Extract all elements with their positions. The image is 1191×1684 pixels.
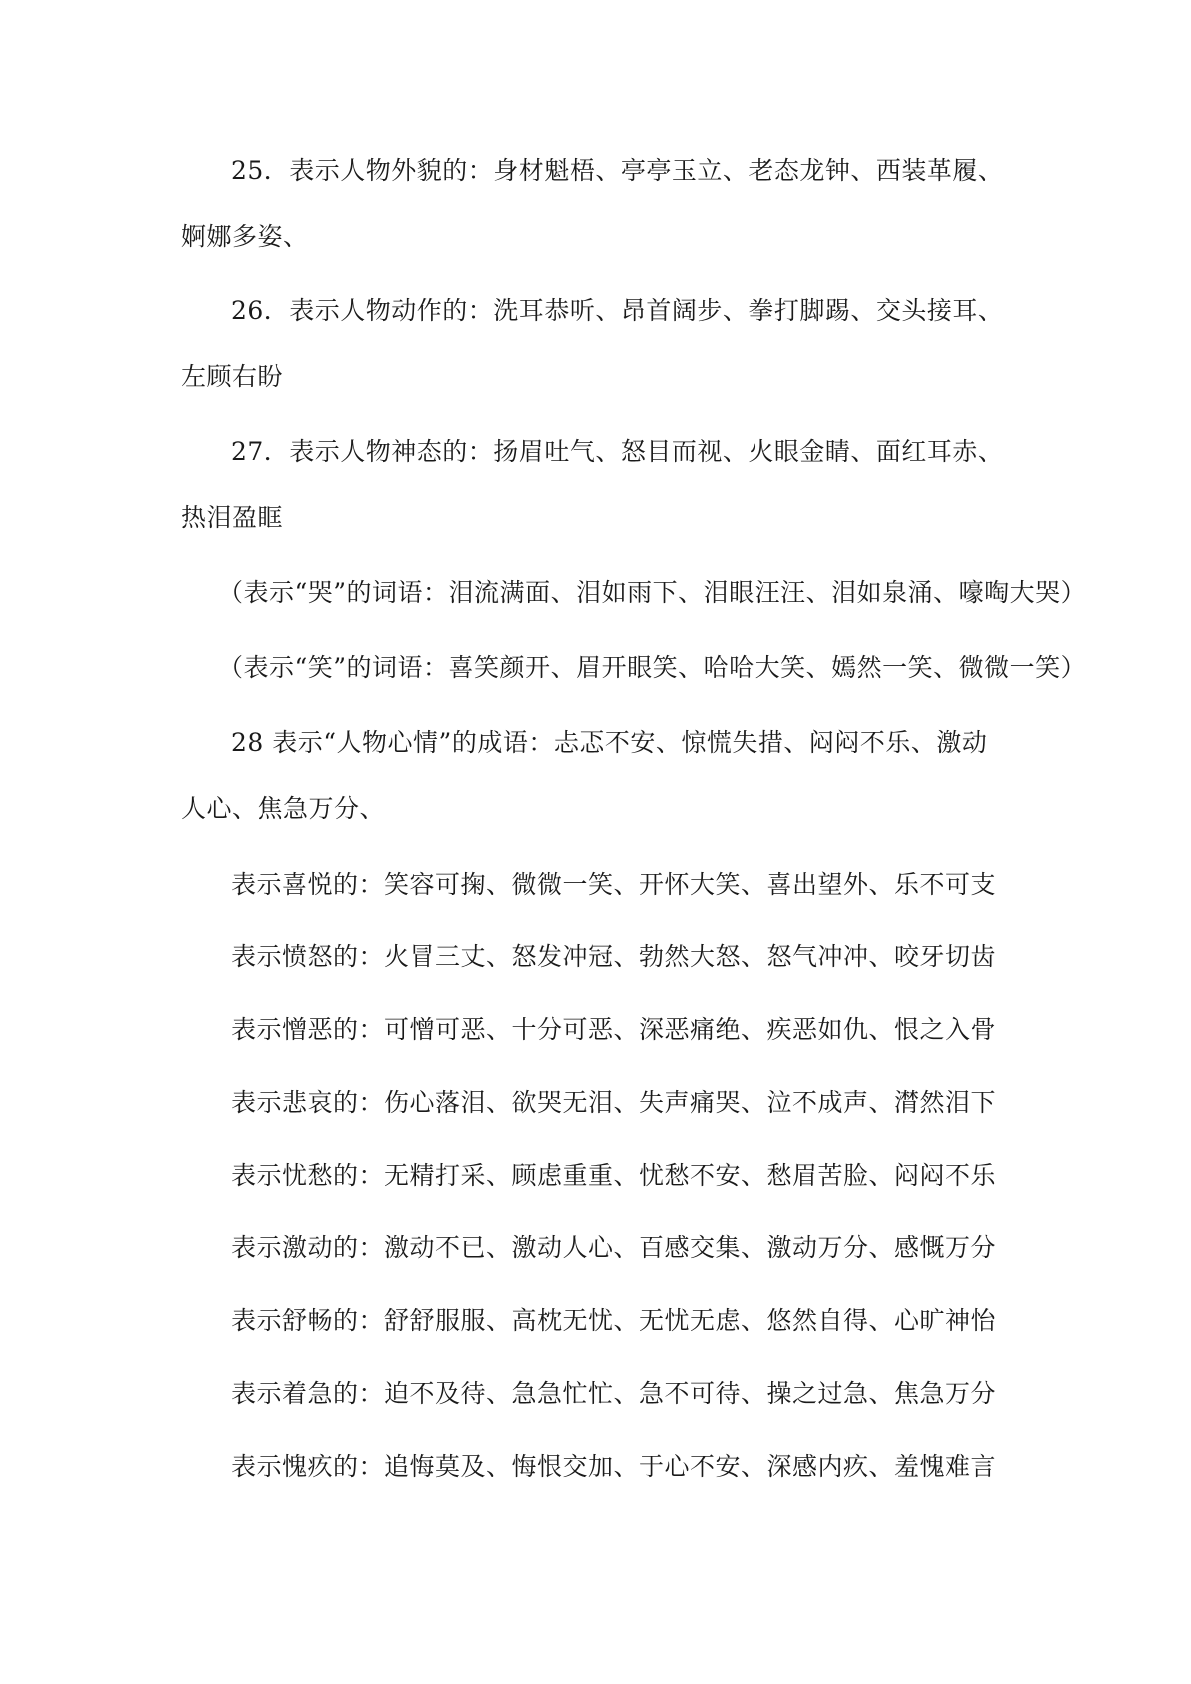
cry-words-line: （表示“哭”的词语：泪流满面、泪如雨下、泪眼汪汪、泪如泉涌、嚎啕大哭） <box>218 578 1087 607</box>
laugh-words-line: （表示“笑”的词语：喜笑颜开、眉开眼笑、哈哈大笑、嫣然一笑、微微一笑） <box>218 653 1087 682</box>
joy-line: 表示喜悦的：笑容可掬、微微一笑、开怀大笑、喜出望外、乐不可支 <box>231 870 997 899</box>
anger-line: 表示愤怒的：火冒三丈、怒发冲冠、勃然大怒、怒气冲冲、咬牙切齿 <box>231 942 997 971</box>
excitement-line: 表示激动的：激动不已、激动人心、百感交集、激动万分、感慨万分 <box>231 1233 997 1262</box>
paragraph-25: 25．表示人物外貌的：身材魁梧、亭亭玉立、老态龙钟、西装革履、婀娜多姿、 <box>181 156 1004 251</box>
guilt-line: 表示愧疚的：追悔莫及、悔恨交加、于心不安、深感内疚、羞愧难言 <box>231 1452 997 1481</box>
sorrow-line: 表示悲哀的：伤心落泪、欲哭无泪、失声痛哭、泣不成声、潸然泪下 <box>231 1088 997 1117</box>
hatred-line: 表示憎恶的：可憎可恶、十分可恶、深恶痛绝、疾恶如仇、恨之入骨 <box>231 1015 997 1044</box>
paragraph-28: 28 表示“人物心情”的成语：忐忑不安、惊慌失措、闷闷不乐、激动人心、焦急万分、 <box>181 728 988 823</box>
comfort-line: 表示舒畅的：舒舒服服、高枕无忧、无忧无虑、悠然自得、心旷神怡 <box>231 1306 997 1335</box>
paragraph-26: 26．表示人物动作的：洗耳恭听、昂首阔步、拳打脚踢、交头接耳、左顾右盼 <box>181 296 1004 391</box>
anxiety-line: 表示着急的：迫不及待、急急忙忙、急不可待、操之过急、焦急万分 <box>231 1379 997 1408</box>
paragraph-27: 27．表示人物神态的：扬眉吐气、怒目而视、火眼金睛、面红耳赤、热泪盈眶 <box>181 437 1004 532</box>
worry-line: 表示忧愁的：无精打采、顾虑重重、忧愁不安、愁眉苦脸、闷闷不乐 <box>231 1161 997 1190</box>
